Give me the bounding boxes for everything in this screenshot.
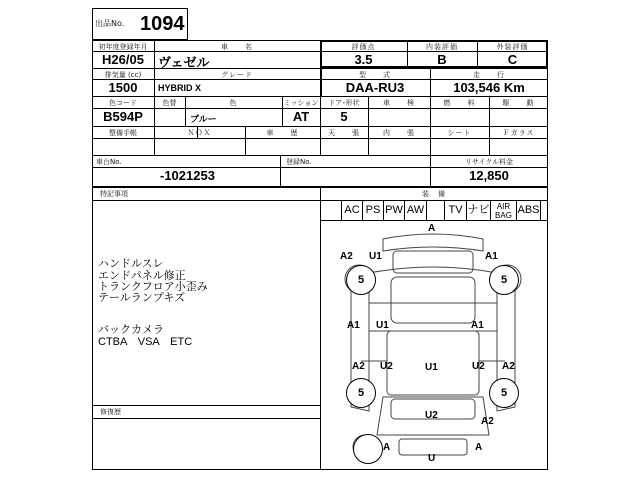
notes-label: 特記事項 <box>100 190 128 198</box>
score-label: 評価点 <box>351 43 376 51</box>
mark-rear-right-quarter: A2 <box>502 361 515 372</box>
first-reg-value: H26/05 <box>102 52 144 67</box>
interior-label: 内装評価 <box>426 43 458 51</box>
color-code-value: B594P <box>103 109 143 124</box>
equipment-ps: PS <box>362 201 383 220</box>
color-label: 色 <box>229 99 238 107</box>
lot-number: 1094 <box>140 13 185 35</box>
mileage-label: 走 行 <box>473 71 505 79</box>
note-line: ハンドルスレ <box>98 258 164 270</box>
color-type-label: 色替 <box>162 99 177 107</box>
car-name-value: ヴェゼル <box>158 55 210 70</box>
nox-label: ＮＯＸ <box>187 129 212 137</box>
mileage-value: 103,546 Km <box>453 80 525 95</box>
grade-label: グレード <box>221 71 253 79</box>
windshield <box>391 277 475 323</box>
tire-front-right: 5 <box>489 265 519 295</box>
note-line: トランクフロア小歪み <box>98 281 208 293</box>
roof-outline <box>383 234 483 251</box>
equipment-pw: PW <box>383 201 404 220</box>
recycle-value: 12,850 <box>469 168 509 183</box>
tire-front-left: 5 <box>346 265 376 295</box>
tire-spare <box>353 434 383 464</box>
equipment-aw: AW <box>404 201 426 220</box>
recycle-label: リサイクル料金 <box>464 158 514 166</box>
mark-roof: U1 <box>425 362 438 373</box>
mark-rear-bumper-under: U <box>428 453 436 464</box>
first-reg-label: 初年度登録年月 <box>98 43 148 51</box>
tire-rear-right: 5 <box>489 378 519 408</box>
note-line: バックカメラ <box>98 324 164 336</box>
displacement-label: 排気量 (cc) <box>104 71 142 79</box>
displacement-value: 1500 <box>108 80 138 95</box>
car-diagram <box>321 221 547 469</box>
equipment-navi: ナビ <box>466 201 490 220</box>
doors-value: 5 <box>340 109 348 124</box>
tire-rear-left: 5 <box>346 378 376 408</box>
transmission-value: AT <box>292 109 310 124</box>
interior-value: B <box>437 52 447 67</box>
equipment-blank <box>426 201 444 220</box>
note-line: エンドパネル修正 <box>98 270 186 282</box>
seat-label: シート <box>447 129 472 137</box>
mark-rear-bumper-right: A <box>475 442 483 453</box>
mark-front-bumper: A <box>428 223 436 234</box>
inspection-label: 車 検 <box>383 99 415 107</box>
history-label: 車 歴 <box>266 129 299 137</box>
model-label: 型 式 <box>359 71 391 79</box>
mark-rear-left-u2: U2 <box>380 361 393 372</box>
exterior-value: C <box>507 52 518 67</box>
interior-item-label: 内 張 <box>383 129 415 137</box>
equipment-abs: ABS <box>516 201 541 220</box>
fuel-label: 燃 料 <box>443 99 476 107</box>
equipment-tv: TV <box>444 201 466 220</box>
mark-front-left-u1: U1 <box>369 251 382 262</box>
mark-left-door-u1: U1 <box>376 320 389 331</box>
lot-label: 出品No. <box>95 19 125 28</box>
manual-label: 整備手帳 <box>109 129 137 137</box>
body-top <box>369 267 497 303</box>
note-line: テールランプキズ <box>98 292 186 304</box>
mark-left-door: A1 <box>347 320 360 331</box>
model-value: DAA-RU3 <box>345 80 405 95</box>
drive-label: 駆 動 <box>502 99 535 107</box>
transmission-label: ミッション <box>283 99 319 107</box>
equipment-ac: AC <box>341 201 362 220</box>
mark-front-left-fender: A2 <box>340 251 353 262</box>
glass-label: Ｆガラス <box>502 129 535 137</box>
mark-rear-left-quarter: A2 <box>352 361 365 372</box>
grade-value: HYBRID X <box>158 83 202 93</box>
chassis-label: 車台No. <box>96 158 122 166</box>
mark-right-door: A1 <box>471 320 484 331</box>
hood-panel <box>393 251 473 273</box>
mark-trunk: U2 <box>425 410 438 421</box>
repair-label: 修復歴 <box>100 408 121 416</box>
registration-label: 登録No. <box>286 158 312 166</box>
sunroof-label: 天 張 <box>328 129 360 137</box>
color-value: ブルー <box>190 114 217 124</box>
mark-rear-right-u2: U2 <box>472 361 485 372</box>
car-name-label: 車 名 <box>221 43 253 51</box>
color-code-label: 色コード <box>109 99 137 107</box>
equipment-label: 装 備 <box>422 190 446 198</box>
doors-label: ドア･形状 <box>328 99 360 107</box>
mark-rear-right-corner: A2 <box>481 416 494 427</box>
note-line: CTBA VSA ETC <box>98 336 193 348</box>
exterior-label: 外装評価 <box>496 43 529 51</box>
chassis-value: -1021253 <box>160 168 215 183</box>
mark-front-right-fender: A1 <box>485 251 498 262</box>
score-value: 3.5 <box>354 52 373 67</box>
equipment-airbag: AIR BAG <box>490 201 516 220</box>
mark-rear-bumper-left: A <box>383 442 391 453</box>
